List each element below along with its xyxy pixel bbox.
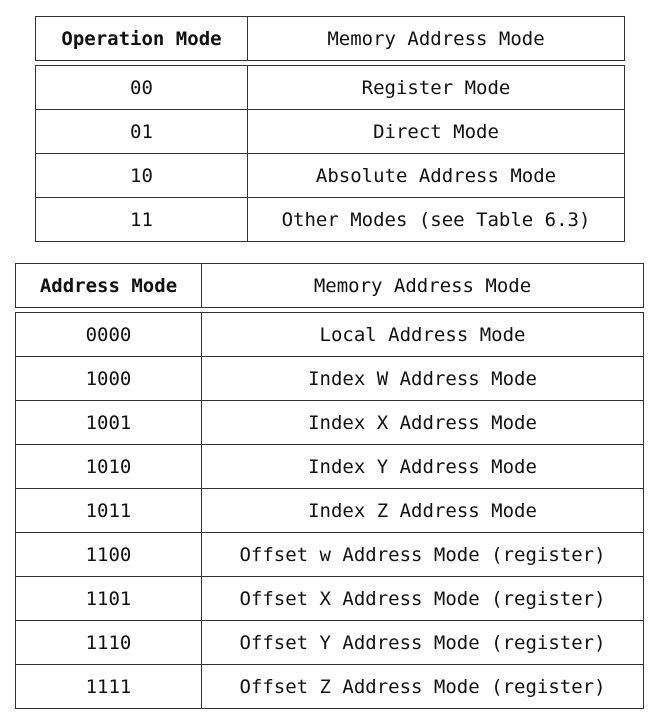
mode-cell: Register Mode <box>248 66 625 110</box>
table-row <box>36 198 625 242</box>
table-row <box>16 445 644 489</box>
code-cell: 1011 <box>16 489 202 533</box>
code-cell: 1000 <box>16 357 202 401</box>
mode-cell: Other Modes (see Table 6.3) <box>248 198 625 242</box>
mode-cell: Offset X Address Mode (register) <box>202 577 644 621</box>
code-cell: 0000 <box>16 313 202 357</box>
code-cell: 1010 <box>16 445 202 489</box>
address-mode-table <box>15 263 644 709</box>
table-row <box>16 577 644 621</box>
mode-cell: Index X Address Mode <box>202 401 644 445</box>
table-row <box>36 154 625 198</box>
table-row <box>16 313 644 357</box>
table-row <box>36 66 625 110</box>
mode-cell: Absolute Address Mode <box>248 154 625 198</box>
table-row <box>16 533 644 577</box>
mode-cell: Index Z Address Mode <box>202 489 644 533</box>
memory-address-mode-header: Memory Address Mode <box>202 264 644 308</box>
code-cell: 00 <box>36 66 248 110</box>
mode-cell: Local Address Mode <box>202 313 644 357</box>
code-cell: 1001 <box>16 401 202 445</box>
code-cell: 1111 <box>16 665 202 709</box>
table-row <box>16 621 644 665</box>
code-cell: 1110 <box>16 621 202 665</box>
memory-address-mode-header: Memory Address Mode <box>248 17 625 61</box>
code-cell: 11 <box>36 198 248 242</box>
mode-cell: Offset Y Address Mode (register) <box>202 621 644 665</box>
mode-cell: Index Y Address Mode <box>202 445 644 489</box>
operation-mode-header: Operation Mode <box>36 17 248 61</box>
address-mode-header: Address Mode <box>16 264 202 308</box>
table-row <box>16 489 644 533</box>
mode-cell: Offset Z Address Mode (register) <box>202 665 644 709</box>
code-cell: 01 <box>36 110 248 154</box>
code-cell: 1101 <box>16 577 202 621</box>
operation-mode-table <box>35 16 625 242</box>
table-row <box>36 110 625 154</box>
mode-cell: Direct Mode <box>248 110 625 154</box>
table-row <box>16 357 644 401</box>
mode-cell: Offset w Address Mode (register) <box>202 533 644 577</box>
code-cell: 10 <box>36 154 248 198</box>
table-row <box>16 665 644 709</box>
table-header-row <box>36 17 625 61</box>
mode-cell: Index W Address Mode <box>202 357 644 401</box>
code-cell: 1100 <box>16 533 202 577</box>
table-row <box>16 401 644 445</box>
table-header-row <box>16 264 644 308</box>
